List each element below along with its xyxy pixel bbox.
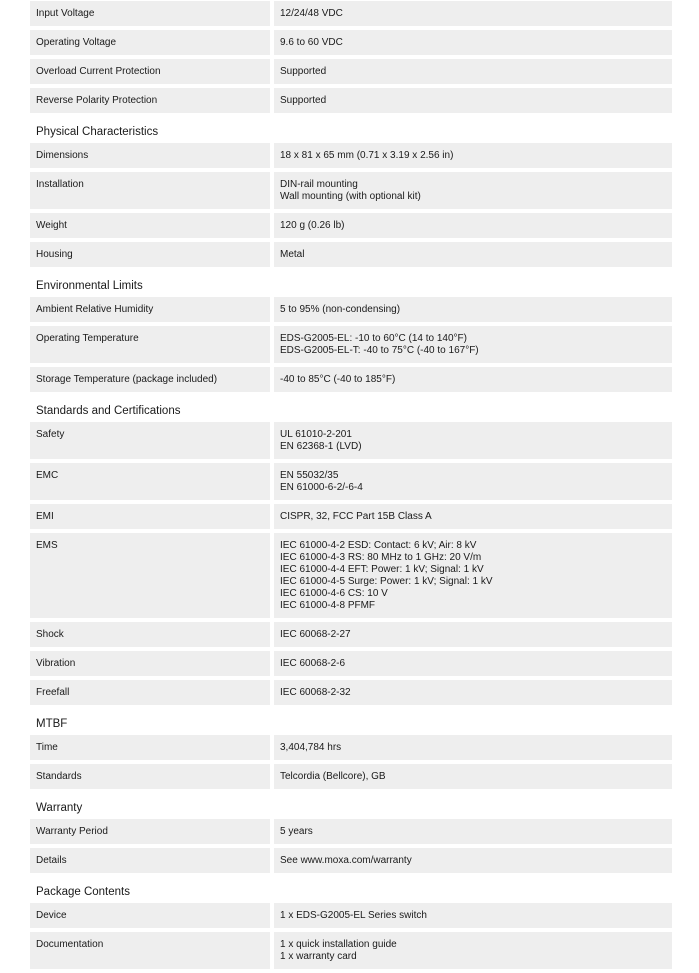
- spec-row: [30, 422, 672, 459]
- spec-value: [274, 848, 672, 873]
- section-environmental-limits: [30, 271, 672, 392]
- spec-value: [274, 504, 672, 529]
- spec-label: Device: [30, 903, 270, 928]
- spec-value-line: EN 62368-1 (LVD): [280, 441, 362, 452]
- spec-label: Standards: [30, 764, 270, 789]
- spec-value-line: 3,404,784 hrs: [280, 742, 342, 753]
- spec-value: [274, 143, 672, 168]
- spec-value-line: 12/24/48 VDC: [280, 8, 343, 19]
- spec-value-line: EN 61000-6-2/-6-4: [280, 482, 363, 493]
- spec-row: [30, 88, 672, 113]
- spec-value-line: EDS-G2005-EL: -10 to 60°C (14 to 140°F): [280, 333, 467, 344]
- spec-label: Input Voltage: [30, 1, 270, 26]
- spec-value-line: 1 x warranty card: [280, 951, 357, 962]
- spec-value-line: Metal: [280, 249, 305, 260]
- section-mtbf: [30, 709, 672, 789]
- spec-value-line: 9.6 to 60 VDC: [280, 37, 343, 48]
- spec-value-line: IEC 61000-4-5 Surge: Power: 1 kV; Signal: 1 kV: [280, 576, 493, 587]
- spec-value-line: Wall mounting (with optional kit): [280, 191, 421, 202]
- spec-value: [274, 326, 672, 363]
- spec-row: [30, 30, 672, 55]
- spec-label: EMI: [30, 504, 270, 529]
- spec-value: [274, 764, 672, 789]
- spec-value: [274, 903, 672, 928]
- spec-row: [30, 143, 672, 168]
- spec-value-line: CISPR, 32, FCC Part 15B Class A: [280, 511, 432, 522]
- spec-value: [274, 680, 672, 705]
- spec-table: [30, 1, 672, 973]
- section-title: MTBF: [36, 718, 68, 730]
- spec-row: [30, 1, 672, 26]
- spec-label: Time: [30, 735, 270, 760]
- spec-value: [274, 213, 672, 238]
- spec-row: [30, 764, 672, 789]
- spec-label: Warranty Period: [30, 819, 270, 844]
- spec-value-line: 1 x quick installation guide: [280, 939, 397, 950]
- spec-row: [30, 59, 672, 84]
- spec-value-line: 5 to 95% (non-condensing): [280, 304, 401, 315]
- spec-value-line: IEC 60068-2-32: [280, 687, 351, 698]
- spec-value-line: IEC 61000-4-3 RS: 80 MHz to 1 GHz: 20 V/m: [280, 552, 482, 563]
- spec-label: Housing: [30, 242, 270, 267]
- spec-value-line: 120 g (0.26 lb): [280, 220, 345, 231]
- spec-value: [274, 735, 672, 760]
- spec-row: [30, 622, 672, 647]
- spec-row: [30, 504, 672, 529]
- spec-value: [274, 172, 672, 209]
- spec-value: [274, 59, 672, 84]
- spec-value: [274, 819, 672, 844]
- spec-row: [30, 297, 672, 322]
- spec-label: Details: [30, 848, 270, 873]
- spec-label: Installation: [30, 172, 270, 209]
- spec-value-line: 1 x EDS-G2005-EL Series switch: [280, 910, 427, 921]
- spec-label: Ambient Relative Humidity: [30, 297, 270, 322]
- section-title: Warranty: [36, 802, 83, 814]
- spec-value: [274, 30, 672, 55]
- spec-label: Weight: [30, 213, 270, 238]
- spec-value-line: EDS-G2005-EL-T: -40 to 75°C (-40 to 167°F): [280, 345, 479, 356]
- spec-value-line: 18 x 81 x 65 mm (0.71 x 3.19 x 2.56 in): [280, 150, 454, 161]
- spec-value: [274, 463, 672, 500]
- section-title: Physical Characteristics: [36, 126, 159, 138]
- spec-label: Documentation: [30, 932, 270, 969]
- section-title: Package Contents: [36, 886, 130, 898]
- spec-row: [30, 932, 672, 969]
- spec-value: [274, 367, 672, 392]
- spec-row: [30, 172, 672, 209]
- spec-row: [30, 651, 672, 676]
- spec-label: Operating Temperature: [30, 326, 270, 363]
- spec-value-line: -40 to 85°C (-40 to 185°F): [280, 374, 396, 385]
- spec-value-line: UL 61010-2-201: [280, 429, 352, 440]
- section-power: [30, 1, 672, 113]
- section-physical-characteristics: [30, 117, 672, 267]
- spec-label: EMS: [30, 533, 270, 618]
- spec-row: [30, 533, 672, 618]
- spec-row: [30, 463, 672, 500]
- spec-value-line: EN 55032/35: [280, 470, 339, 481]
- spec-row: [30, 848, 672, 873]
- spec-label: Freefall: [30, 680, 270, 705]
- spec-value: [274, 297, 672, 322]
- spec-label: Vibration: [30, 651, 270, 676]
- spec-value-line: See www.moxa.com/warranty: [280, 855, 412, 866]
- spec-value-line: IEC 61000-4-6 CS: 10 V: [280, 588, 388, 599]
- spec-value: [274, 88, 672, 113]
- spec-label: Overload Current Protection: [30, 59, 270, 84]
- section-title: Standards and Certifications: [36, 405, 181, 417]
- spec-value: [274, 932, 672, 969]
- spec-value-line: 5 years: [280, 826, 313, 837]
- spec-label: Dimensions: [30, 143, 270, 168]
- spec-value-line: Telcordia (Bellcore), GB: [280, 771, 386, 782]
- spec-value: [274, 533, 672, 618]
- spec-row: [30, 326, 672, 363]
- section-standards-and-certifications: [30, 396, 672, 705]
- spec-value: [274, 242, 672, 267]
- spec-value-line: Supported: [280, 66, 327, 77]
- spec-label: EMC: [30, 463, 270, 500]
- spec-label: Safety: [30, 422, 270, 459]
- spec-value: [274, 422, 672, 459]
- section-package-contents: [30, 877, 672, 969]
- spec-value-line: IEC 60068-2-27: [280, 629, 351, 640]
- spec-label: Shock: [30, 622, 270, 647]
- spec-value: [274, 622, 672, 647]
- spec-label: Operating Voltage: [30, 30, 270, 55]
- spec-value-line: IEC 60068-2-6: [280, 658, 346, 669]
- spec-value-line: DIN-rail mounting: [280, 179, 358, 190]
- spec-row: [30, 367, 672, 392]
- spec-value-line: IEC 61000-4-2 ESD: Contact: 6 kV; Air: 8 kV: [280, 540, 477, 551]
- spec-row: [30, 819, 672, 844]
- spec-value-line: IEC 61000-4-8 PFMF: [280, 600, 376, 611]
- spec-value: [274, 651, 672, 676]
- spec-row: [30, 903, 672, 928]
- spec-row: [30, 735, 672, 760]
- spec-row: [30, 242, 672, 267]
- spec-value-line: IEC 61000-4-4 EFT: Power: 1 kV; Signal: 1 kV: [280, 564, 484, 575]
- spec-row: [30, 680, 672, 705]
- spec-label: Storage Temperature (package included): [30, 367, 270, 392]
- section-warranty: [30, 793, 672, 873]
- spec-row: [30, 213, 672, 238]
- spec-value: [274, 1, 672, 26]
- spec-value-line: Supported: [280, 95, 327, 106]
- section-title: Environmental Limits: [36, 280, 143, 292]
- spec-label: Reverse Polarity Protection: [30, 88, 270, 113]
